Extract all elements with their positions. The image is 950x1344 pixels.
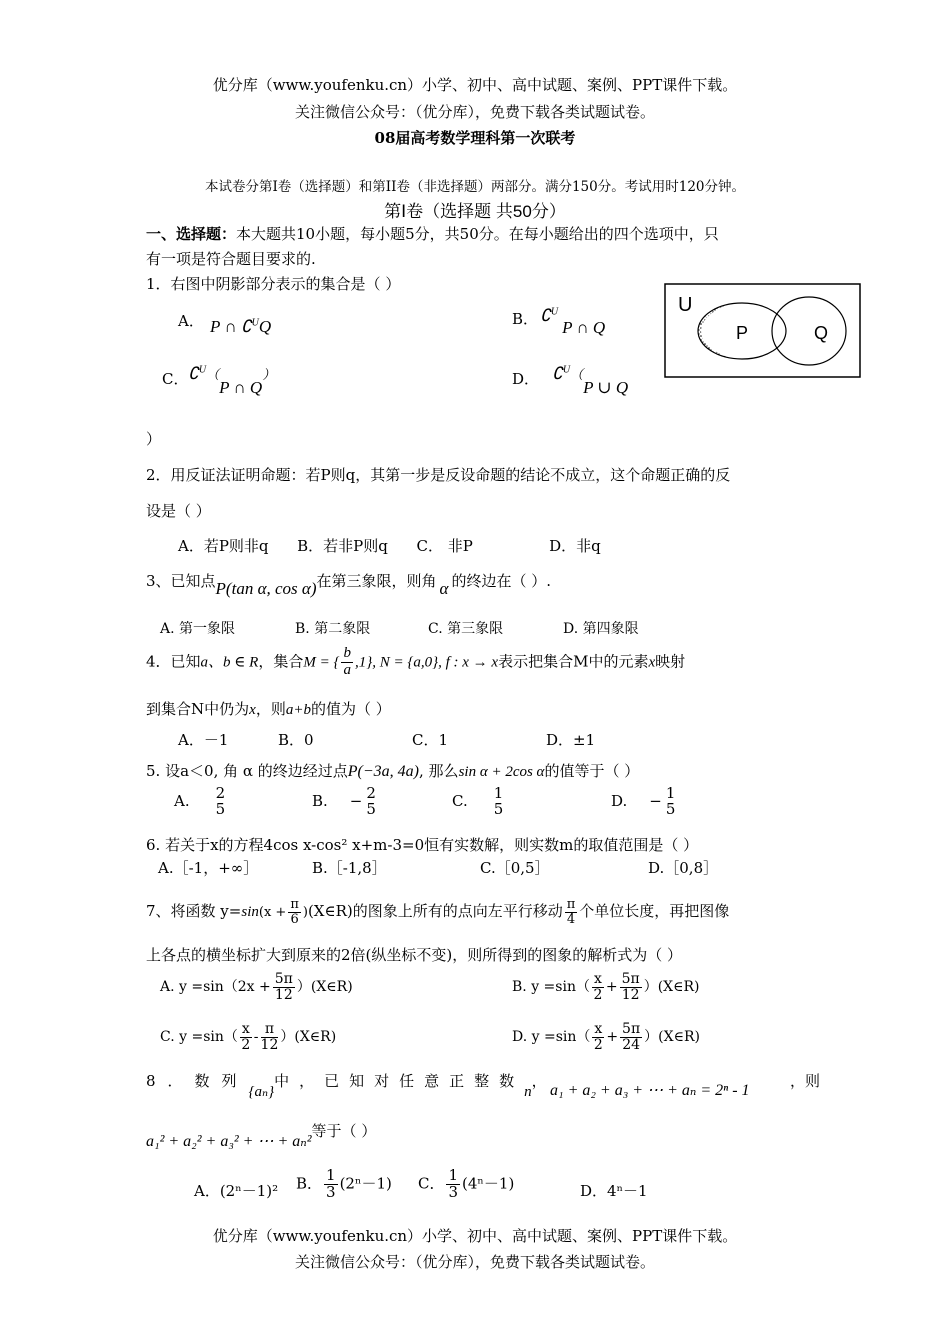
q8-then: ，则 — [790, 1072, 821, 1090]
q4-line-2: 到集合N中仍为x，则a+b的值为（ ） — [146, 700, 391, 718]
venn-label-p: P — [736, 323, 749, 343]
q2-line-2: 设是（ ） — [146, 502, 211, 520]
q7-line-2: 上各点的横坐标扩大到原来的2倍(纵坐标不变)，则所得到的图象的解析式为（ ） — [146, 946, 683, 964]
q5-options — [0, 786, 950, 832]
q7-option-a: A. y =sin（2x + $\frac{5\pi}{12}$ ）(X∈R) — [160, 971, 353, 1003]
q3-option-a: A. 第一象限 — [160, 621, 236, 637]
q8-option-d: D．4ⁿ－1 — [580, 1182, 648, 1200]
q5-option-b: B. − 2 5 — [312, 784, 376, 818]
header-line-2: 关注微信公众号：（优分库），免费下载各类试题试卷。 — [294, 103, 655, 121]
instructions-text: 本大题共10小题，每小题5分，共50分。在每小题给出的四个选项中，只 — [236, 225, 719, 243]
q3-option-c: C. 第三象限 — [428, 621, 504, 637]
q6-option-d: D.［0,8］ — [648, 859, 719, 877]
q3-option-b: B. 第二象限 — [295, 621, 371, 637]
q1-option-c-math: ∁$^U$（P ∩ Q） — [188, 364, 276, 397]
instructions-lead: 一、选择题： — [146, 225, 237, 243]
q2-options: A．若P则非q B．若非P则q C． 非P D．非q — [178, 537, 601, 555]
q8-option-b: B． $\frac{1}{3}$ (2ⁿ－1) — [296, 1166, 392, 1201]
q1-option-d-close: ） — [146, 430, 162, 448]
q1-option-c-label: C． — [162, 370, 189, 388]
q1-option-d-label: D． — [512, 370, 540, 388]
intro-text: 本试卷分第Ⅰ卷（选择题）和第II卷（非选择题）两部分。满分150分。考试用时120分钟。 — [204, 179, 746, 195]
q4-option-c: C．1 — [412, 731, 449, 749]
q5-option-d: D. − 1 5 — [611, 784, 676, 818]
q3-stem: 3、已知点P(tan α, cos α)在第三象限，则角 α 的终边在（ ）. — [146, 572, 551, 598]
q4-line-1: 4．已知a、b ∈ R，集合M = { $\frac{b}{a}$ ,1}, N = {a,0}, f : x → x表示把集合M中的元素x映射 — [146, 645, 686, 678]
q2-line-1: 2．用反证法证明命题：若P则q，其第一步是反设命题的结论不成立，这个命题正确的反 — [146, 466, 731, 484]
q1-option-b-math: ∁$^U$P ∩ Q — [540, 306, 606, 337]
q4-option-a: A．－1 — [178, 731, 229, 749]
venn-label-q: Q — [814, 323, 829, 343]
q1-stem: 1．右图中阴影部分表示的集合是（ ） — [146, 275, 401, 293]
q1-option-a-label: A． — [178, 312, 204, 330]
q1-option-b-label: B． — [512, 310, 539, 328]
q5-stem: 5. 设a＜0, 角 α 的终边经过点P(−3a, 4a), 那么sin α + 2cos α的值等于（ ） — [146, 762, 640, 780]
q6-option-c: C.［0,5］ — [480, 859, 550, 877]
q8-option-a: A．(2ⁿ－1)² — [194, 1182, 279, 1200]
q7-option-b: B. y =sin（ $\frac{x}{2}$ + $\frac{5\pi}{12}$ ）(X∈R) — [512, 971, 700, 1003]
q8-line-2: a₁² + a₂² + a₃² + ⋯ + aₙ²等于（ ） — [146, 1122, 377, 1150]
q8-line-1: 8．数列{aₙ}中，已知对任意正整数n， — [146, 1072, 547, 1100]
q6-stem: 6. 若关于x的方程4cos x-cos² x+m-3=0恒有实数解，则实数m的取值范围是（ ） — [146, 836, 699, 854]
q3-option-d: D. 第四象限 — [563, 621, 639, 637]
q7-option-d: D. y =sin（ $\frac{x}{2}$ + $\frac{5\pi}{24}$ ）(X∈R) — [512, 1021, 700, 1053]
q1-option-d-math: ∁$^U$（P ∪ Q — [552, 364, 629, 397]
instructions-line-2: 有一项是符合题目要求的. — [146, 250, 316, 268]
footer-line-2: 关注微信公众号：（优分库），免费下载各类试题试卷。 — [294, 1253, 655, 1271]
header-line-1: 优分库（www.youfenku.cn）小学、初中、高中试题、案例、PPT课件下载。 — [212, 76, 738, 94]
q8-option-c: C． $\frac{1}{3}$ (4ⁿ－1) — [418, 1166, 515, 1201]
paper-title: 08届高考数学理科第一次联考 — [374, 129, 576, 147]
venn-label-u: U — [678, 294, 693, 316]
venn-diagram — [664, 283, 861, 378]
venn-universe-box — [665, 284, 860, 377]
q4-option-d: D．±1 — [546, 731, 596, 749]
q1-option-a-math: P ∩ ∁$^U$Q — [210, 317, 272, 336]
q7-option-c: C. y =sin（ $\frac{x}{2}$ - $\frac{\pi}{12}$ ）(X∈R) — [160, 1021, 337, 1053]
q4-option-b: B．0 — [278, 731, 314, 749]
q6-option-b: B.［-1,8］ — [312, 859, 387, 877]
q6-option-a: A.［-1，+∞］ — [158, 859, 259, 877]
footer-line-1: 优分库（www.youfenku.cn）小学、初中、高中试题、案例、PPT课件下载。 — [212, 1227, 738, 1245]
q5-option-c: C. 1 5 — [452, 784, 504, 818]
q8-sum: a₁ + a₂ + a₃ + ⋯ + aₙ = 2ⁿ - 1 — [550, 1082, 750, 1099]
instructions-line-1 — [146, 223, 719, 244]
q5-option-a: A. 2 5 — [174, 784, 226, 818]
section-title: 第Ⅰ卷（选择题 共50分） — [384, 202, 566, 221]
q7-line-1: 7、将函数 y=sin(x + $\frac{\pi}{6}$ )(X∈R)的图象上所有的点向左平行移动 $\frac{\pi}{4}$ 个单位长度，再把图像 — [146, 897, 730, 927]
